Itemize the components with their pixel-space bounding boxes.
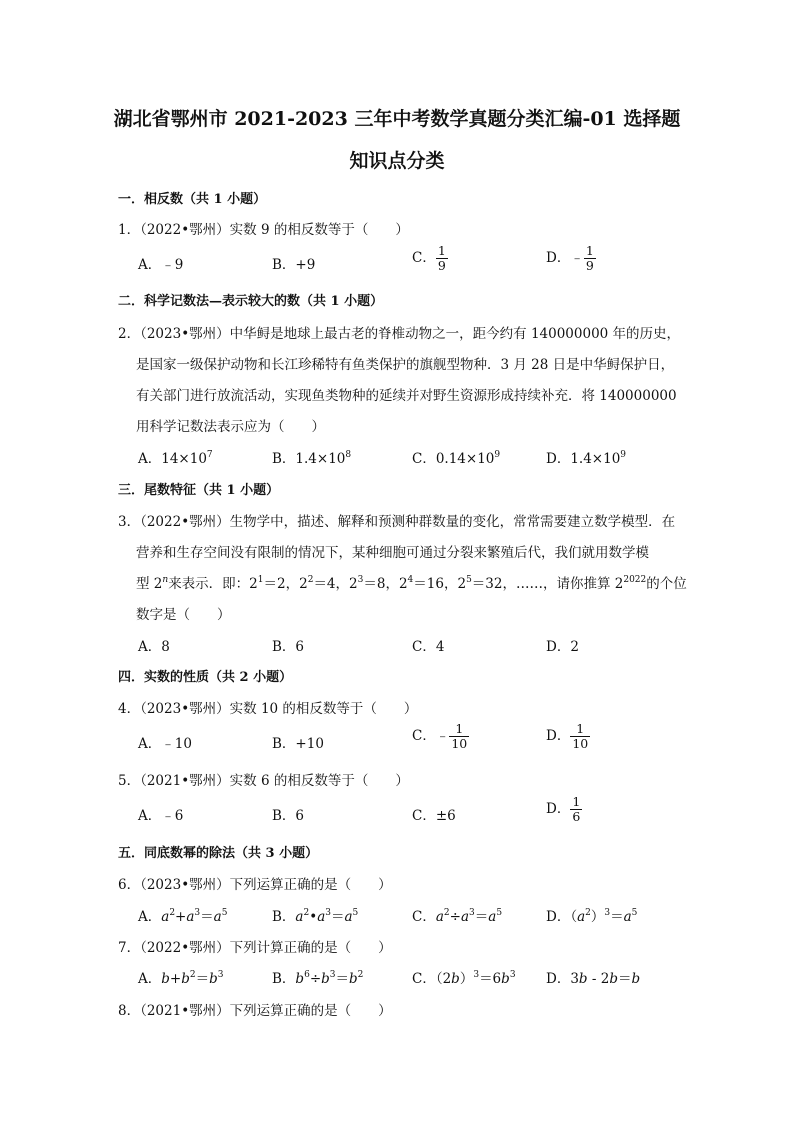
q1-option-b: B．+9: [272, 257, 316, 273]
q6-option-c: C．$a^2\div a^3=a^5$: [412, 908, 503, 925]
q3-option-d: D．2: [546, 639, 579, 655]
question-3-line-1: 3．（2022•鄂州）生物学中，描述、解释和预测种群数量的变化，常常需要建立数学模型．在: [118, 514, 676, 530]
q6-option-a: A．$a^2+a^3=a^5$: [138, 908, 228, 925]
q1-option-d-fraction: $\frac{1}{9}$: [585, 243, 594, 273]
q3-option-b: B．6: [272, 639, 305, 655]
q4-option-d: [546, 722, 590, 751]
question-8-stem: 8．（2021•鄂州）下列运算正确的是（ ）: [118, 1003, 392, 1019]
q2-option-d: D．$1.4\times 10^9$: [546, 450, 627, 467]
section-heading-4: 四．实数的性质（共 2 小题）: [118, 670, 293, 685]
q2-option-c: C．$0.14\times 10^9$: [412, 450, 501, 467]
q1-option-d-label: D．﹣: [546, 250, 584, 266]
question-4-stem: 4．（2023•鄂州）实数 10 的相反数等于（ ）: [118, 701, 418, 717]
q4-option-c-fraction: $\frac{1}{10}$: [451, 721, 468, 751]
q5-option-a: A．﹣6: [138, 808, 184, 824]
question-2-line-4: 用科学记数法表示应为（ ）: [136, 419, 325, 435]
question-2-line-2: 是国家一级保护动物和长江珍稀特有鱼类保护的旗舰型物种．3 月 28 日是中华鲟保护日，: [136, 357, 675, 373]
section-heading-2: 二．科学记数法—表示较大的数（共 1 小题）: [118, 294, 384, 309]
question-2-line-3: 有关部门进行放流活动，实现鱼类物种的延续并对野生资源形成持续补充．将 140000000: [136, 388, 677, 404]
question-2-line-1: 2．（2023•鄂州）中华鲟是地球上最古老的脊椎动物之一，距今约有 140000000 年的历史，: [118, 326, 681, 342]
question-7-stem: 7．（2022•鄂州）下列计算正确的是（ ）: [118, 940, 392, 956]
q1-option-c-fraction: $\frac{1}{9}$: [437, 243, 446, 273]
q4-option-b: B．+10: [272, 736, 324, 752]
question-1-stem: 1．（2022•鄂州）实数 9 的相反数等于（ ）: [118, 222, 409, 238]
q3-option-c: C．4: [412, 639, 445, 655]
question-5-stem: 5．（2021•鄂州）实数 6 的相反数等于（ ）: [118, 773, 409, 789]
q7-option-d: D．3b - 2b＝b: [546, 971, 641, 987]
question-3-line-4: 数字是（ ）: [136, 607, 231, 623]
q4-option-c: [412, 722, 469, 751]
q4-option-d-label: D．: [546, 728, 571, 744]
section-heading-1: 一．相反数（共 1 小题）: [118, 192, 267, 207]
q1-option-a: A．﹣9: [138, 257, 184, 273]
q4-option-d-fraction: $\frac{1}{10}$: [572, 721, 589, 751]
question-3-line-2: 营养和生存空间没有限制的情况下，某种细胞可通过分裂来繁殖后代，我们就用数学模: [136, 545, 649, 561]
q5-option-d: [546, 795, 582, 824]
q5-option-c: C．±6: [412, 808, 456, 824]
q2-option-b: B．$1.4\times 10^8$: [272, 450, 352, 467]
q7-option-b: B．$b^6\div b^3=b^2$: [272, 970, 364, 987]
document-title-line-1: 湖北省鄂州市 2021-2023 三年中考数学真题分类汇编-01 选择题: [113, 108, 681, 130]
q4-option-c-label: C．﹣: [412, 728, 450, 744]
q2-option-a: A．$14\times 10^7$: [138, 450, 213, 467]
section-heading-5: 五．同底数幂的除法（共 3 小题）: [118, 846, 319, 861]
q5-option-d-fraction: $\frac{1}{6}$: [572, 794, 581, 824]
q1-option-c-label: C．: [412, 250, 436, 266]
question-6-stem: 6．（2023•鄂州）下列运算正确的是（ ）: [118, 877, 392, 893]
q7-option-a: A．$b+b^2=b^3$: [138, 970, 224, 987]
q1-option-c: [412, 244, 448, 273]
section-heading-3: 三．尾数特征（共 1 小题）: [118, 483, 280, 498]
q3-option-a: A．8: [138, 639, 170, 655]
q1-option-d: [546, 244, 596, 273]
question-3-line-3: 型 2$^n$来表示．即：$2^1=2$，$2^2=4$，$2^3=8$，$2^4=16$，$2^5=32$，……，请你推算 $2^{2022}$的个位: [136, 575, 687, 592]
q4-option-a: A．﹣10: [138, 736, 192, 752]
q6-option-b: B．$a^2•a^3=a^5$: [272, 908, 359, 925]
document-title-line-2: 知识点分类: [349, 150, 445, 172]
q6-option-d: D．$(a^2)^3=a^5$: [546, 908, 638, 925]
q5-option-b: B．6: [272, 808, 305, 824]
q5-option-d-label: D．: [546, 801, 571, 817]
q7-option-c: C．$(2b)^3=6b^3$: [412, 970, 516, 987]
